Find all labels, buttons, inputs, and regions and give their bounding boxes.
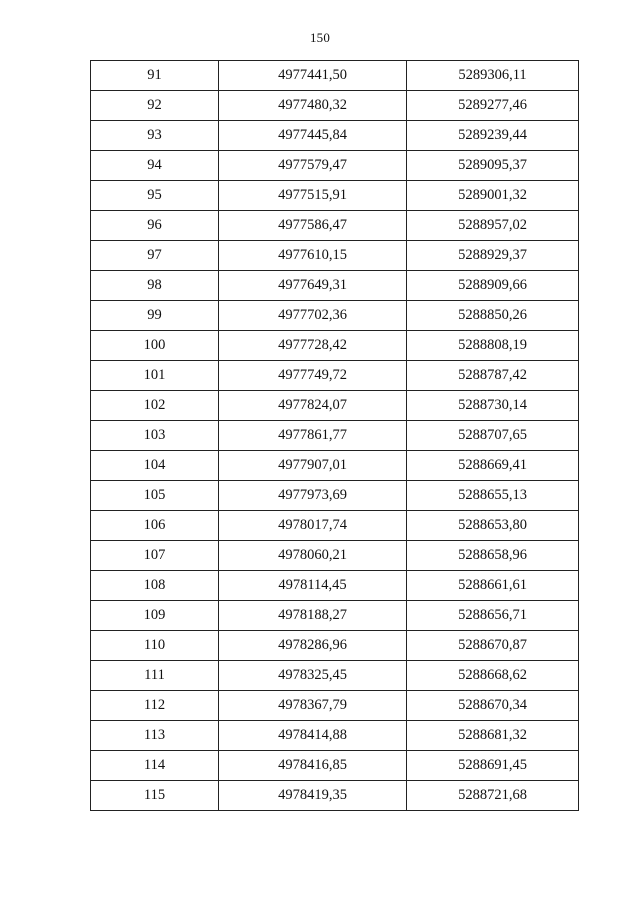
point-number-cell: 104 xyxy=(91,451,219,481)
x-coordinate-cell: 4978414,88 xyxy=(219,721,407,751)
point-number-cell: 93 xyxy=(91,121,219,151)
point-number-cell: 113 xyxy=(91,721,219,751)
table-row xyxy=(91,571,579,601)
x-coordinate-cell: 4977649,31 xyxy=(219,271,407,301)
x-coordinate-cell: 4977586,47 xyxy=(219,211,407,241)
y-coordinate-cell: 5289095,37 xyxy=(407,151,579,181)
y-coordinate-cell: 5288929,37 xyxy=(407,241,579,271)
point-number-cell: 105 xyxy=(91,481,219,511)
y-coordinate-cell: 5288730,14 xyxy=(407,391,579,421)
table-row xyxy=(91,61,579,91)
y-coordinate-cell: 5288787,42 xyxy=(407,361,579,391)
table-row xyxy=(91,781,579,811)
table-row xyxy=(91,421,579,451)
point-number-cell: 94 xyxy=(91,151,219,181)
table-row xyxy=(91,631,579,661)
table-row xyxy=(91,121,579,151)
y-coordinate-cell: 5288707,65 xyxy=(407,421,579,451)
x-coordinate-cell: 4977579,47 xyxy=(219,151,407,181)
x-coordinate-cell: 4977749,72 xyxy=(219,361,407,391)
x-coordinate-cell: 4977610,15 xyxy=(219,241,407,271)
point-number-cell: 97 xyxy=(91,241,219,271)
coordinates-table xyxy=(90,60,579,811)
point-number-cell: 108 xyxy=(91,571,219,601)
y-coordinate-cell: 5288850,26 xyxy=(407,301,579,331)
x-coordinate-cell: 4978060,21 xyxy=(219,541,407,571)
table-row xyxy=(91,691,579,721)
y-coordinate-cell: 5288691,45 xyxy=(407,751,579,781)
table-row xyxy=(91,751,579,781)
point-number-cell: 111 xyxy=(91,661,219,691)
x-coordinate-cell: 4978286,96 xyxy=(219,631,407,661)
y-coordinate-cell: 5289277,46 xyxy=(407,91,579,121)
point-number-cell: 112 xyxy=(91,691,219,721)
table-row xyxy=(91,721,579,751)
x-coordinate-cell: 4978188,27 xyxy=(219,601,407,631)
y-coordinate-cell: 5288655,13 xyxy=(407,481,579,511)
point-number-cell: 103 xyxy=(91,421,219,451)
table-row xyxy=(91,211,579,241)
point-number-cell: 100 xyxy=(91,331,219,361)
table-row xyxy=(91,541,579,571)
y-coordinate-cell: 5288909,66 xyxy=(407,271,579,301)
table-row xyxy=(91,511,579,541)
x-coordinate-cell: 4977728,42 xyxy=(219,331,407,361)
x-coordinate-cell: 4978419,35 xyxy=(219,781,407,811)
point-number-cell: 101 xyxy=(91,361,219,391)
x-coordinate-cell: 4978416,85 xyxy=(219,751,407,781)
table-row xyxy=(91,91,579,121)
x-coordinate-cell: 4977973,69 xyxy=(219,481,407,511)
table-row xyxy=(91,271,579,301)
table-row xyxy=(91,331,579,361)
x-coordinate-cell: 4978017,74 xyxy=(219,511,407,541)
table-row xyxy=(91,151,579,181)
y-coordinate-cell: 5288658,96 xyxy=(407,541,579,571)
x-coordinate-cell: 4978367,79 xyxy=(219,691,407,721)
point-number-cell: 114 xyxy=(91,751,219,781)
y-coordinate-cell: 5289239,44 xyxy=(407,121,579,151)
point-number-cell: 99 xyxy=(91,301,219,331)
x-coordinate-cell: 4977824,07 xyxy=(219,391,407,421)
y-coordinate-cell: 5288670,87 xyxy=(407,631,579,661)
x-coordinate-cell: 4977861,77 xyxy=(219,421,407,451)
point-number-cell: 95 xyxy=(91,181,219,211)
y-coordinate-cell: 5288668,62 xyxy=(407,661,579,691)
point-number-cell: 106 xyxy=(91,511,219,541)
table-row xyxy=(91,181,579,211)
point-number-cell: 96 xyxy=(91,211,219,241)
y-coordinate-cell: 5288670,34 xyxy=(407,691,579,721)
table-row xyxy=(91,301,579,331)
x-coordinate-cell: 4978325,45 xyxy=(219,661,407,691)
table-row xyxy=(91,601,579,631)
y-coordinate-cell: 5288721,68 xyxy=(407,781,579,811)
y-coordinate-cell: 5288957,02 xyxy=(407,211,579,241)
point-number-cell: 92 xyxy=(91,91,219,121)
y-coordinate-cell: 5289001,32 xyxy=(407,181,579,211)
point-number-cell: 110 xyxy=(91,631,219,661)
point-number-cell: 98 xyxy=(91,271,219,301)
point-number-cell: 109 xyxy=(91,601,219,631)
table-row xyxy=(91,391,579,421)
x-coordinate-cell: 4977515,91 xyxy=(219,181,407,211)
x-coordinate-cell: 4977702,36 xyxy=(219,301,407,331)
y-coordinate-cell: 5288661,61 xyxy=(407,571,579,601)
y-coordinate-cell: 5288653,80 xyxy=(407,511,579,541)
x-coordinate-cell: 4977907,01 xyxy=(219,451,407,481)
y-coordinate-cell: 5288681,32 xyxy=(407,721,579,751)
coordinates-table-body xyxy=(91,61,579,811)
y-coordinate-cell: 5288808,19 xyxy=(407,331,579,361)
page-number: 150 xyxy=(309,30,331,45)
table-row xyxy=(91,661,579,691)
point-number-cell: 102 xyxy=(91,391,219,421)
x-coordinate-cell: 4978114,45 xyxy=(219,571,407,601)
table-row xyxy=(91,241,579,271)
point-number-cell: 107 xyxy=(91,541,219,571)
x-coordinate-cell: 4977445,84 xyxy=(219,121,407,151)
y-coordinate-cell: 5288656,71 xyxy=(407,601,579,631)
x-coordinate-cell: 4977480,32 xyxy=(219,91,407,121)
point-number-cell: 115 xyxy=(91,781,219,811)
table-row xyxy=(91,451,579,481)
x-coordinate-cell: 4977441,50 xyxy=(219,61,407,91)
y-coordinate-cell: 5288669,41 xyxy=(407,451,579,481)
table-row xyxy=(91,361,579,391)
y-coordinate-cell: 5289306,11 xyxy=(407,61,579,91)
point-number-cell: 91 xyxy=(91,61,219,91)
table-row xyxy=(91,481,579,511)
